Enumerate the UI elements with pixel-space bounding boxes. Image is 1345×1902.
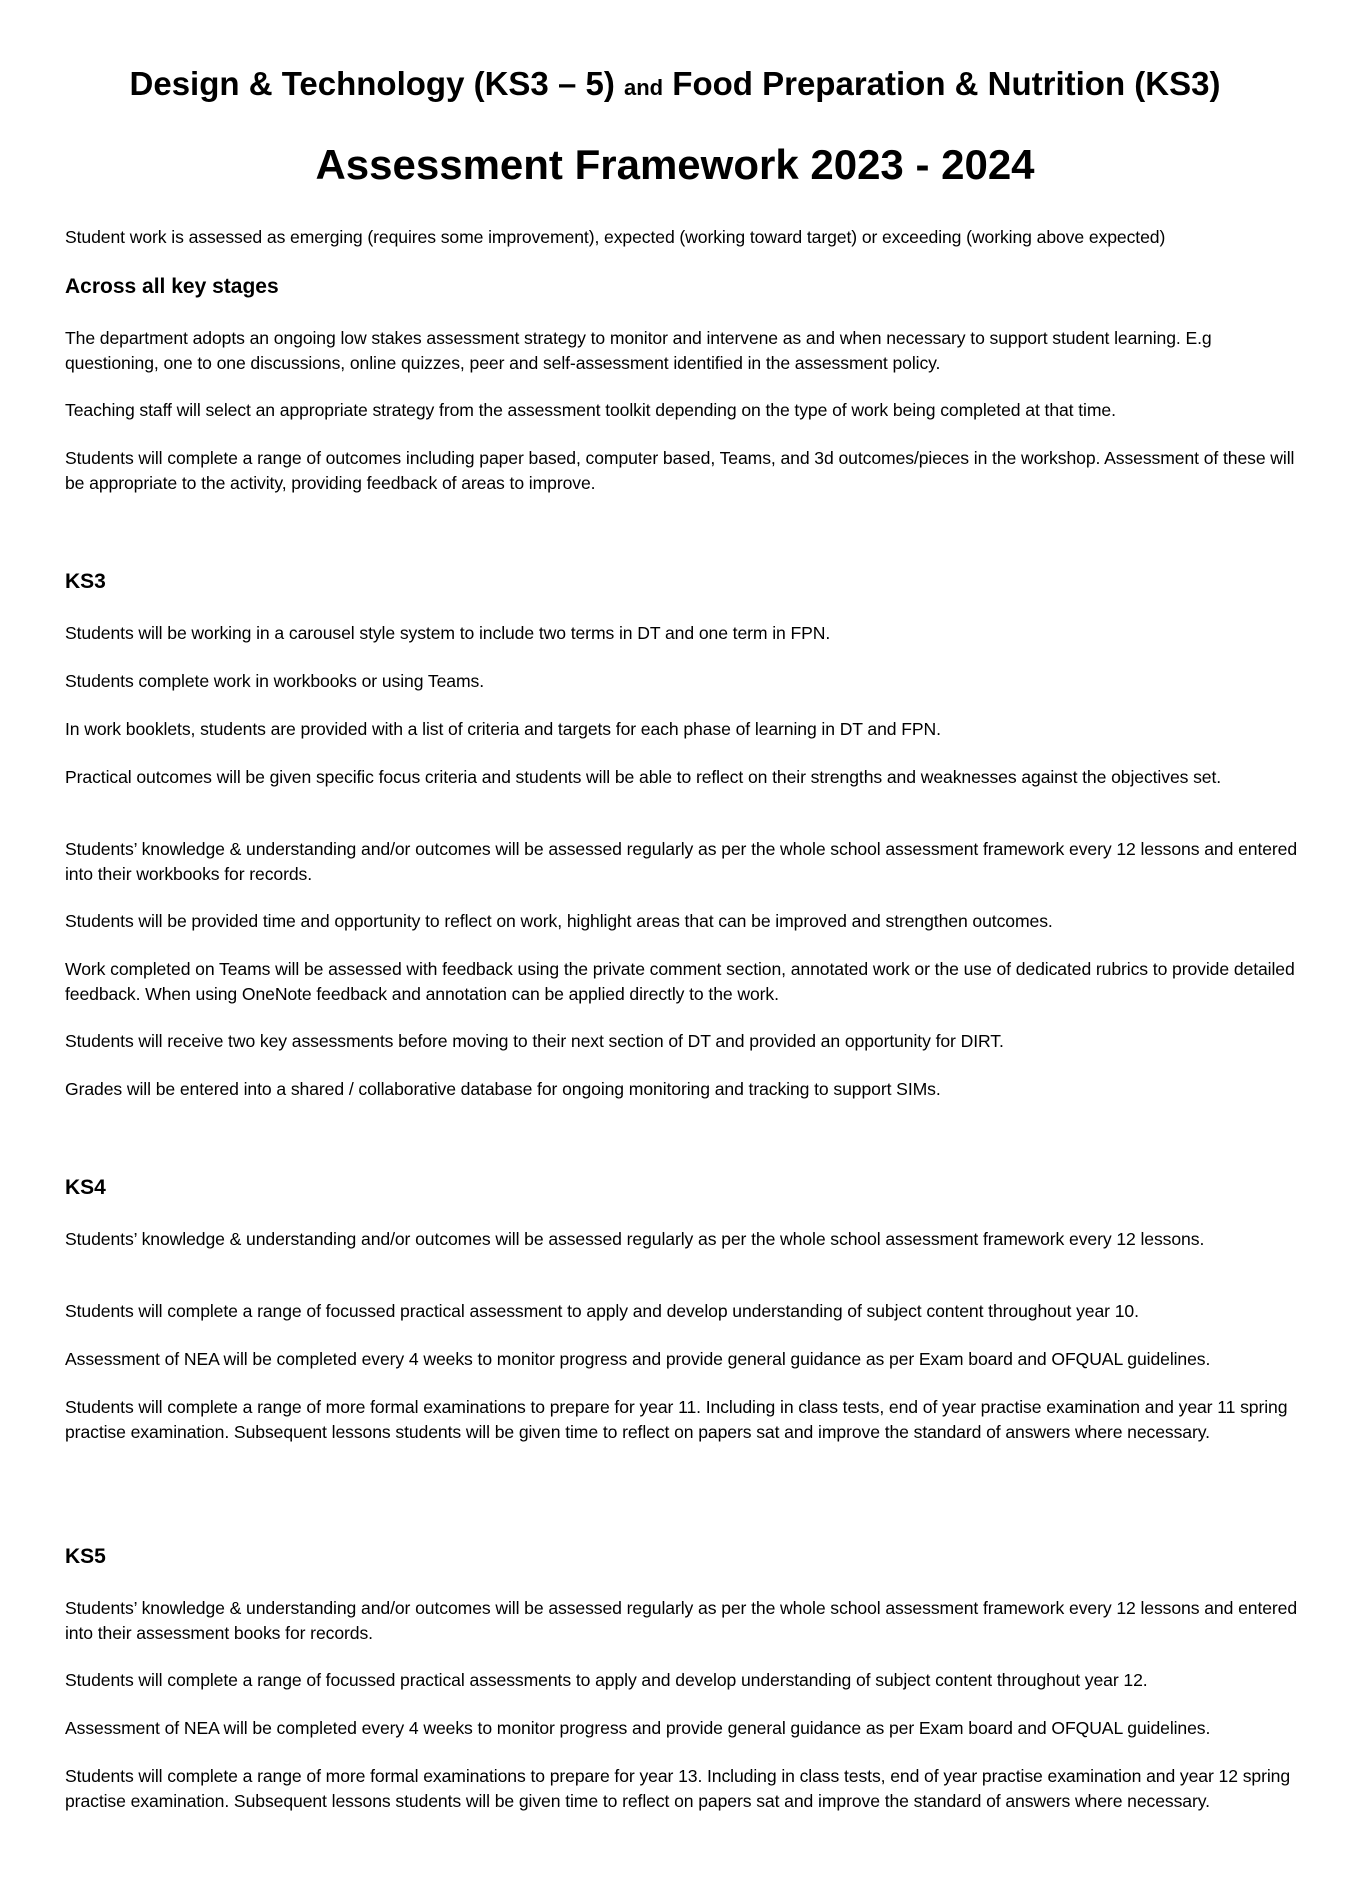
ks3-paragraph: In work booklets, students are provided with a list of criteria and targets for each phase of learning in DT and FPN. (65, 719, 941, 739)
ks3-paragraph: Students will be working in a carousel style system to include two terms in DT and one term in FPN. (65, 623, 831, 643)
ks3-paragraph: Students complete work in workbooks or using Teams. (65, 671, 484, 691)
document-subtitle (65, 64, 1285, 108)
heading-ks3: KS3 (65, 570, 106, 593)
heading-all-stages: Across all key stages (65, 275, 279, 298)
ks4-paragraph: Students’ knowledge & understanding and/or outcomes will be assessed regularly as per the whole school assessment framework every 12 lessons. (65, 1229, 1205, 1249)
ks3-paragraph: Students will receive two key assessments before moving to their next section of DT and provided an opportunity for DIRT. (65, 1031, 1004, 1051)
ks4-paragraph: Assessment of NEA will be completed every 4 weeks to monitor progress and provide general guidance as per Exam board and OFQUAL guidelines. (65, 1349, 1211, 1369)
all-stages-paragraph: Students will complete a range of outcomes including paper based, computer based, Teams, and 3d outcomes/pieces in the workshop. Assessment of these will be appropriate to the activity, providing feedback of areas to improve. (65, 448, 1295, 493)
ks5-paragraph: Students will complete a range of more formal examinations to prepare for year 13. Including in class tests, end of year practise examination and year 12 spring practise examination. Subsequent lessons students will be given time to reflect on papers sat and improve the standard of answers where necessary. (65, 1766, 1291, 1811)
ks5-paragraph: Students’ knowledge & understanding and/or outcomes will be assessed regularly as per the whole school assessment framework every 12 lessons and entered into their assessment books for records. (65, 1598, 1298, 1643)
ks4-paragraph: Students will complete a range of more formal examinations to prepare for year 11. Including in class tests, end of year practise examination and year 11 spring practise examination. Subsequent lessons students will be given time to reflect on papers sat and improve the standard of answers where necessary. (65, 1397, 1288, 1442)
subtitle-and: and (624, 75, 664, 100)
intro-paragraph: Student work is assessed as emerging (requires some improvement), expected (working toward target) or exceeding (working above expected) (65, 227, 1166, 247)
subtitle-dt: Design & Technology (KS3 – 5) (129, 65, 615, 102)
heading-ks4: KS4 (65, 1176, 106, 1199)
all-stages-paragraph: The department adopts an ongoing low stakes assessment strategy to monitor and intervene as and when necessary to support student learning. E.g questioning, one to one discussions, online quizzes, peer and self-assessment identified in the assessment policy. (65, 328, 1212, 373)
all-stages-paragraph: Teaching staff will select an appropriate strategy from the assessment toolkit depending on the type of work being completed at that time. (65, 400, 1116, 420)
ks3-paragraph: Grades will be entered into a shared / collaborative database for ongoing monitoring and tracking to support SIMs. (65, 1079, 941, 1099)
ks5-paragraph: Assessment of NEA will be completed every 4 weeks to monitor progress and provide general guidance as per Exam board and OFQUAL guidelines. (65, 1718, 1211, 1738)
ks3-paragraph: Students will be provided time and opportunity to reflect on work, highlight areas that can be improved and strengthen outcomes. (65, 911, 1053, 931)
subtitle-fpn: Food Preparation & Nutrition (KS3) (672, 65, 1221, 102)
ks4-paragraph: Students will complete a range of focussed practical assessment to apply and develop understanding of subject content throughout year 10. (65, 1301, 1139, 1321)
heading-ks5: KS5 (65, 1545, 106, 1568)
document-title: Assessment Framework 2023 - 2024 (315, 141, 1035, 188)
ks3-paragraph: Practical outcomes will be given specific focus criteria and students will be able to reflect on their strengths and weaknesses against the objectives set. (65, 767, 1222, 787)
ks5-paragraph: Students will complete a range of focussed practical assessments to apply and develop understanding of subject content throughout year 12. (65, 1670, 1148, 1690)
ks3-paragraph: Work completed on Teams will be assessed with feedback using the private comment section, annotated work or the use of dedicated rubrics to provide detailed feedback. When using OneNote feedback and annotation can be applied directly to the work. (65, 959, 1295, 1004)
ks3-paragraph: Students’ knowledge & understanding and/or outcomes will be assessed regularly as per the whole school assessment framework every 12 lessons and entered into their workbooks for records. (65, 839, 1298, 884)
